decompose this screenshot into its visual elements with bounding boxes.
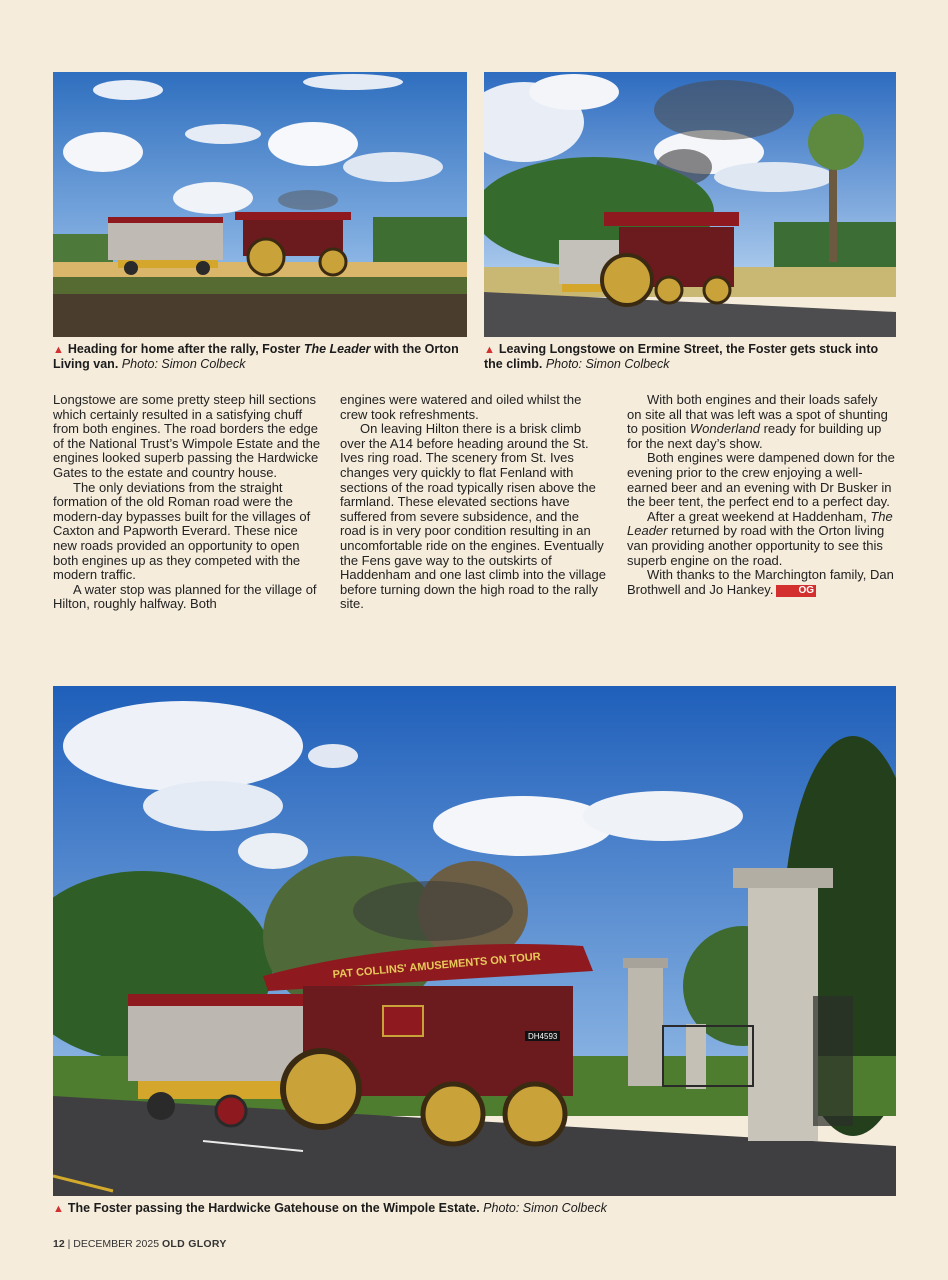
article-column-2 — [340, 393, 608, 612]
paragraph: After a great weekend at Haddenham, The Leader returned by road with the Orton living van providing another opportunity to see this superb engine on the road. — [627, 508, 893, 568]
paragraph: On leaving Hilton there is a brisk climb over the A14 before heading around the St. Ives ring road. The scenery from St. Ives changes very quickly to flat Fenland with sections of the road typically risen above the farmland. These elevated sections have suffered from severe subsidence, and the road is in very poor condition resulting in an uncomfortable ride on the engines. Eventually the Fens gave way to the outskirts of Haddenham and one last climb into the village before turning down the high road to the rally site. — [340, 421, 606, 612]
triangle-marker-icon: ▲ — [53, 1203, 64, 1215]
caption-2-bold: Leaving Longstowe on Ermine Street, the Foster gets stuck into the climb. — [484, 342, 879, 371]
article-column-1 — [53, 393, 321, 612]
traction-engine-gatehouse-photo — [53, 686, 896, 1196]
traction-engine-road-photo — [484, 72, 896, 337]
caption-3-bold: The Foster passing the Hardwicke Gatehouse on the Wimpole Estate. — [67, 1201, 480, 1215]
photo-caption-1 — [53, 342, 468, 371]
caption-1-italic: The Leader — [303, 342, 371, 356]
paragraph: With thanks to the Marchington family, Dan Brothwell and Jo Hankey. OG — [627, 567, 894, 597]
triangle-marker-icon: ▲ — [53, 344, 64, 356]
paragraph: Both engines were dampened down for the evening prior to the crew enjoying a well-earned beer and an evening with Dr Busker in the beer tent, the perfect end to a perfect day. — [627, 450, 895, 510]
paragraph: engines were watered and oiled whilst the crew took refreshments. — [340, 392, 582, 422]
caption-3-credit: Photo: Simon Colbeck — [483, 1201, 607, 1215]
engine-registration-plate: DH4593 — [528, 1032, 558, 1041]
photo-top-left — [53, 72, 467, 337]
paragraph: Longstowe are some pretty steep hill sections which certainly resulted in a satisfying chuff from both engines. The road borders the edge of the National Trust’s Wimpole Estate and the engines looked superb passing the Hardwicke Gates to the estate and country house. — [53, 392, 321, 480]
traction-engine-field-photo — [53, 72, 467, 337]
page-footer — [53, 1238, 227, 1250]
photo-bottom-wide — [53, 686, 896, 1196]
issue-date: DECEMBER 2025 — [73, 1238, 160, 1250]
page-number: 12 — [53, 1238, 65, 1250]
caption-1-bold-b: with the Orton Living van. — [53, 342, 459, 371]
engine-canopy-lettering: PAT COLLINS' AMUSEMENTS ON TOUR — [332, 950, 542, 981]
caption-1-credit: Photo: Simon Colbeck — [121, 357, 246, 371]
triangle-marker-icon: ▲ — [484, 344, 495, 356]
caption-2-credit: Photo: Simon Colbeck — [545, 357, 670, 371]
article-column-3 — [627, 393, 895, 597]
footer-separator: | — [64, 1238, 74, 1250]
end-mark-badge: OG — [776, 585, 816, 597]
photo-caption-2 — [484, 342, 896, 371]
caption-1-bold-a: Heading for home after the rally, Foster — [67, 342, 304, 356]
magazine-title: OLD GLORY — [161, 1238, 227, 1250]
paragraph: A water stop was planned for the village of Hilton, roughly halfway. Both — [53, 581, 317, 612]
photo-caption-3 — [53, 1201, 896, 1216]
paragraph: The only deviations from the straight formation of the old Roman road were the modern-day bypasses built for the villages of Caxton and Papworth Everard. These nice new roads provided an opportunity to open both engines up as they competed with the modern traffic. — [53, 479, 311, 583]
photo-top-right — [484, 72, 896, 337]
paragraph: With both engines and their loads safely on site all that was left was a spot of shunting to position Wonderland ready for building up for the next day’s show. — [627, 392, 888, 451]
